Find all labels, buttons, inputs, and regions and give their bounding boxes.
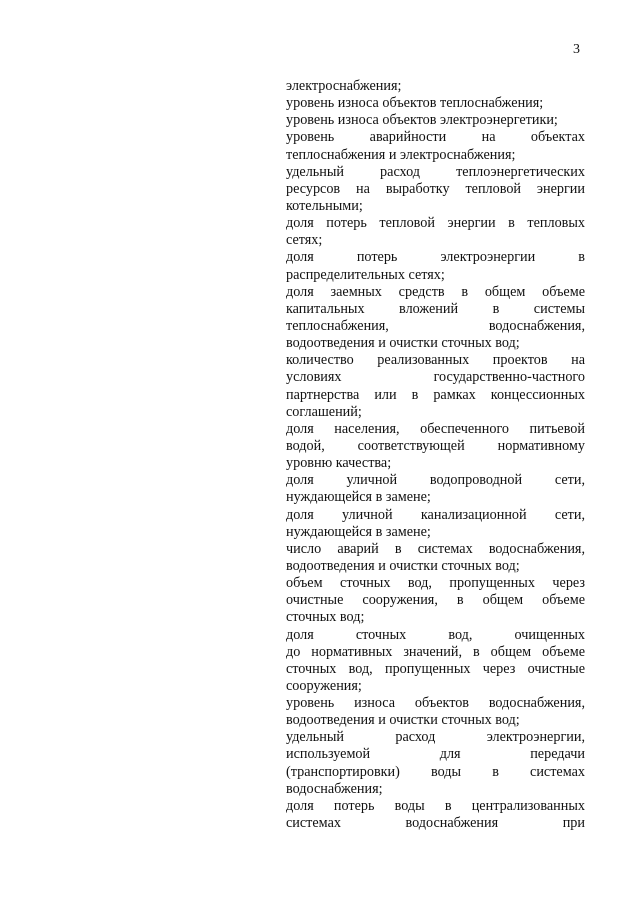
text-line: сооружения;: [286, 677, 362, 694]
text-line: уровень износа объектов электроэнергетики;: [286, 112, 558, 129]
text-line: водоотведения и очистки сточных вод;: [286, 557, 520, 574]
text-line: удельный расход электроэнергии,: [286, 729, 585, 746]
text-line: условиях государственно-частного: [286, 369, 585, 386]
text-line: объем сточных вод, пропущенных через: [286, 575, 585, 592]
text-line: распределительных сетях;: [286, 266, 445, 283]
text-line: нуждающейся в замене;: [286, 523, 431, 540]
document-body: [286, 78, 585, 832]
text-line: теплоснабжения, водоснабжения,: [286, 317, 585, 334]
text-line: уровень износа объектов теплоснабжения;: [286, 95, 544, 112]
text-line: сетях;: [286, 232, 323, 249]
text-line: (транспортировки) воды в системах: [286, 763, 585, 780]
text-line: доля уличной канализационной сети,: [286, 506, 585, 523]
text-line: капитальных вложений в системы: [286, 300, 585, 317]
text-line: уровень износа объектов водоснабжения,: [286, 695, 585, 712]
text-line: нуждающейся в замене;: [286, 489, 431, 506]
text-line: водой, соответствующей нормативному: [286, 437, 585, 454]
text-line: очистные сооружения, в общем объеме: [286, 592, 585, 609]
text-line: используемой для передачи: [286, 746, 585, 763]
text-line: доля потерь электроэнергии в: [286, 249, 585, 266]
text-line: партнерства или в рамках концессионных: [286, 386, 585, 403]
text-line: количество реализованных проектов на: [286, 352, 585, 369]
text-line: доля сточных вод, очищенных: [286, 626, 585, 643]
text-line: число аварий в системах водоснабжения,: [286, 540, 585, 557]
text-line: доля населения, обеспеченного питьевой: [286, 420, 585, 437]
text-line: системах водоснабжения при: [286, 815, 585, 832]
text-line: сточных вод, пропущенных через очистные: [286, 660, 585, 677]
text-line: электроснабжения;: [286, 78, 402, 94]
page-number: 3: [573, 42, 580, 57]
text-line: водоотведения и очистки сточных вод;: [286, 335, 520, 352]
text-line: уровню качества;: [286, 455, 392, 472]
text-line: теплоснабжения и электроснабжения;: [286, 146, 516, 163]
text-line: доля заемных средств в общем объеме: [286, 283, 585, 300]
text-line: до нормативных значений, в общем объеме: [286, 643, 585, 660]
text-line: доля потерь тепловой энергии в тепловых: [286, 215, 585, 232]
text-line: сточных вод;: [286, 609, 365, 626]
text-line: доля потерь воды в централизованных: [286, 797, 585, 814]
text-line: ресурсов на выработку тепловой энергии: [286, 180, 585, 197]
text-line: водоснабжения;: [286, 780, 383, 797]
text-line: водоотведения и очистки сточных вод;: [286, 712, 520, 729]
text-line: соглашений;: [286, 403, 362, 420]
text-line: котельными;: [286, 197, 363, 214]
text-line: доля уличной водопроводной сети,: [286, 472, 585, 489]
text-line: удельный расход теплоэнергетических: [286, 163, 585, 180]
text-line: уровень аварийности на объектах: [286, 129, 585, 146]
